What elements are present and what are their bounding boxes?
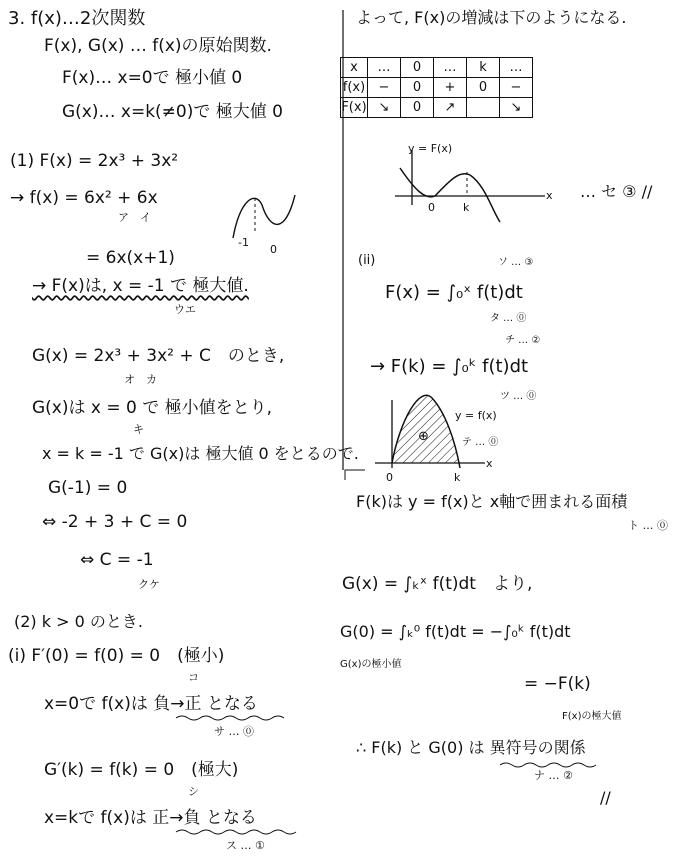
graph1-tick-0: 0 [270,243,277,256]
table-cell [467,98,500,118]
p2-sign: x=0で f(x)は 負→正 となる [44,694,258,714]
table-cell: 0 [401,58,434,78]
p2-i-label: コ [188,671,199,684]
p2-sign2-label: ス … ① [226,839,265,852]
conclusion: ∴ F(k) と G(0) は 異符号の関係 [356,738,586,757]
p1-fx-labels: ア イ [118,211,151,224]
G0-note: G(x)の極小値 [340,659,402,670]
Fk-upper-label: チ … ② [505,335,541,346]
table-cell: x [341,58,368,78]
p1-gmin: G(x)は x = 0 で 極小値をとり, [32,398,273,418]
p2-sign-label: サ … ⓪ [214,725,254,738]
table-cell: … [500,58,533,78]
right-divider [345,470,365,480]
graph3-tick-0: 0 [386,471,393,484]
Fx-lower-label: タ … ⓪ [490,313,527,324]
p1-gx: G(x) = 2x³ + 3x² + C のとき, [32,346,285,366]
table-cell: … [368,58,401,78]
G0-line: G(0) = ∫ₖ⁰ f(t)dt = −∫₀ᵏ f(t)dt [340,622,571,641]
p1-cond: x = k = -1 で G(x)は 極大値 0 をとるので. [42,444,359,463]
G0-eq-note: F(x)の極大値 [562,711,622,722]
p1-gmin-label: キ [133,423,144,436]
header-line: 3. f(x)…2次関数 [8,8,146,29]
p-ii: (ii) [358,253,376,268]
end-mark: // [600,788,611,807]
table-cell: + [434,78,467,98]
graph2-label: y = F(x) [408,142,453,155]
table-cell: 0 [401,78,434,98]
table-row [341,58,533,78]
table-row [341,78,533,98]
table-cell: ↗ [434,98,467,118]
p1-eq1: G(-1) = 0 [48,478,128,498]
graph3-label: y = f(x) [455,409,497,422]
p1-eq2: ⇔ -2 + 3 + C = 0 [42,512,188,532]
p1-fx: → f(x) = 6x² + 6x [10,188,158,208]
table-cell: 0 [467,78,500,98]
p1-max-label: ウエ [174,303,196,316]
F-min-line: F(x)… x=0で 極小値 0 [62,68,243,88]
table-cell: ↘ [368,98,401,118]
Fx-upper-label: ソ … ③ [498,257,534,268]
p1-title: (1) F(x) = 2x³ + 3x² [10,151,179,171]
p2-sign2: x=kで f(x)は 正→負 となる [44,808,257,828]
graph3-plus: ⊕ [418,429,429,444]
Fx-def: F(x) = ∫₀ˣ f(t)dt [385,282,523,303]
table-cell: F(x) [341,98,368,118]
graph1-tick-neg1: -1 [238,236,249,249]
p2-title: (2) k > 0 のとき. [14,612,143,631]
p2-i: (i) F′(0) = f(0) = 0 (極小) [8,646,225,666]
table-cell: f(x) [341,78,368,98]
graph1-curve [233,195,295,238]
graph3-label2: テ … ⓪ [462,437,499,448]
p1-max: → F(x)は, x = -1 で 極大値. [32,276,249,296]
area-label: ト … ⓪ [628,519,668,532]
increase-decrease-table [340,57,533,118]
right-intro: よって, F(x)の増減は下のようになる. [356,8,627,27]
p1-eq3: ⇔ C = -1 [80,550,154,570]
graph2-tick-0: 0 [428,201,435,214]
table-cell: k [467,58,500,78]
table-cell: 0 [401,98,434,118]
Fk-lower-label: ツ … ⓪ [500,391,537,402]
table-row [341,98,533,118]
Fk-def: → F(k) = ∫₀ᵏ f(t)dt [370,356,529,377]
G-max-line: G(x)… x=k(≠0)で 極大値 0 [62,102,283,122]
p1-eq3-label: クケ [138,578,160,591]
graph2-curve [400,168,500,222]
table-cell: − [368,78,401,98]
area-stmt: F(k)は y = f(x)と x軸で囲まれる面積 [356,492,628,511]
p2-g-label: シ [188,785,199,798]
p1-factored: = 6x(x+1) [86,248,175,268]
conclusion-label: ナ … ② [534,769,573,782]
graph2-tick-x: x [546,189,553,202]
answer-se: … セ ③ // [580,182,653,201]
graph2-tick-k: k [463,201,470,214]
table-cell: ↘ [500,98,533,118]
table-cell: … [434,58,467,78]
graph3-tick-x: x [486,457,493,470]
wavy-underline-c [500,763,596,767]
p1-gx-labels: オ カ [124,373,157,386]
primitive-functions-line: F(x), G(x) … f(x)の原始関数. [44,36,272,56]
p2-g: G′(k) = f(k) = 0 (極大) [44,760,239,780]
Gx-def: G(x) = ∫ₖˣ f(t)dt より, [342,574,533,594]
G0-eq: = −F(k) [524,674,591,694]
table-cell: − [500,78,533,98]
wavy-underline-b [176,830,296,834]
wavy-underline-a [176,716,284,720]
graph3-tick-k: k [454,471,461,484]
